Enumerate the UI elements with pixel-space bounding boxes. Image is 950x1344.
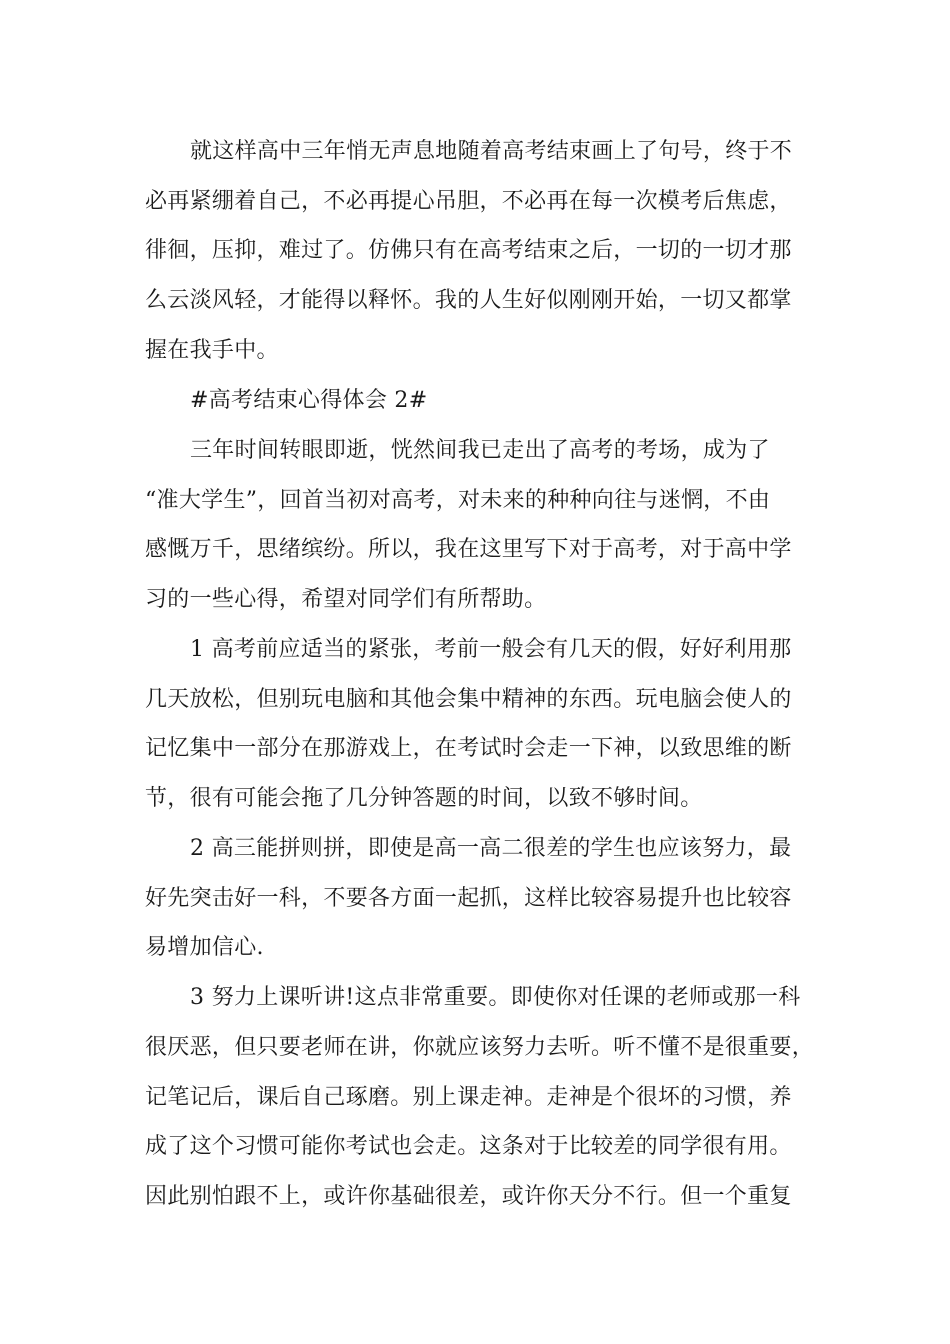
paragraph-4-line-1: 2 高三能拼则拼，即使是高一高二很差的学生也应该努力，最: [190, 836, 792, 861]
paragraph-3-line-3: 记忆集中一部分在那游戏上，在考试时会走一下神，以致思维的断: [145, 736, 792, 761]
paragraph-2-line-2: “准大学生”，回首当初对高考，对未来的种种向往与迷惘，不由: [145, 488, 771, 513]
paragraph-4-line-3: 易增加信心.: [145, 935, 264, 960]
paragraph-2-line-3: 感慨万千，思绪缤纷。所以，我在这里写下对于高考，对于高中学: [145, 537, 792, 562]
paragraph-3-line-2: 几天放松，但别玩电脑和其他会集中精神的东西。玩电脑会使人的: [145, 687, 792, 712]
paragraph-5-line-3: 记笔记后，课后自己琢磨。别上课走神。走神是个很坏的习惯，养: [145, 1085, 792, 1110]
paragraph-2-line-1: 三年时间转眼即逝，恍然间我已走出了高考的考场，成为了: [190, 438, 770, 463]
paragraph-3-line-1: 1 高考前应适当的紧张，考前一般会有几天的假，好好利用那: [190, 637, 792, 662]
paragraph-1-line-1: 就这样高中三年悄无声息地随着高考结束画上了句号，终于不: [190, 139, 793, 164]
paragraph-1-line-4: 么云淡风轻，才能得以释怀。我的人生好似刚刚开始，一切又都掌: [145, 288, 792, 313]
paragraph-1-line-2: 必再紧绷着自己，不必再提心吊胆，不必再在每一次模考后焦虑，: [145, 189, 792, 214]
paragraph-2-line-4: 习的一些心得，希望对同学们有所帮助。: [145, 587, 547, 612]
paragraph-5-line-5: 因此别怕跟不上，或许你基础很差，或许你天分不行。但一个重复: [145, 1184, 792, 1209]
paragraph-1-line-3: 徘徊，压抑，难过了。仿佛只有在高考结束之后，一切的一切才那: [145, 238, 792, 263]
section-heading: #高考结束心得体会 2#: [190, 388, 428, 413]
paragraph-5-line-2: 很厌恶，但只要老师在讲，你就应该努力去听。听不懂不是很重要，: [145, 1035, 815, 1060]
paragraph-5-line-4: 成了这个习惯可能你考试也会走。这条对于比较差的同学很有用。: [145, 1134, 792, 1159]
paragraph-4-line-2: 好先突击好一科，不要各方面一起抓，这样比较容易提升也比较容: [145, 886, 792, 911]
paragraph-5-line-1: 3 努力上课听讲!这点非常重要。即使你对任课的老师或那一科: [190, 985, 801, 1010]
paragraph-1-line-5: 握在我手中。: [145, 338, 279, 363]
paragraph-3-line-4: 节，很有可能会拖了几分钟答题的时间，以致不够时间。: [145, 786, 703, 811]
